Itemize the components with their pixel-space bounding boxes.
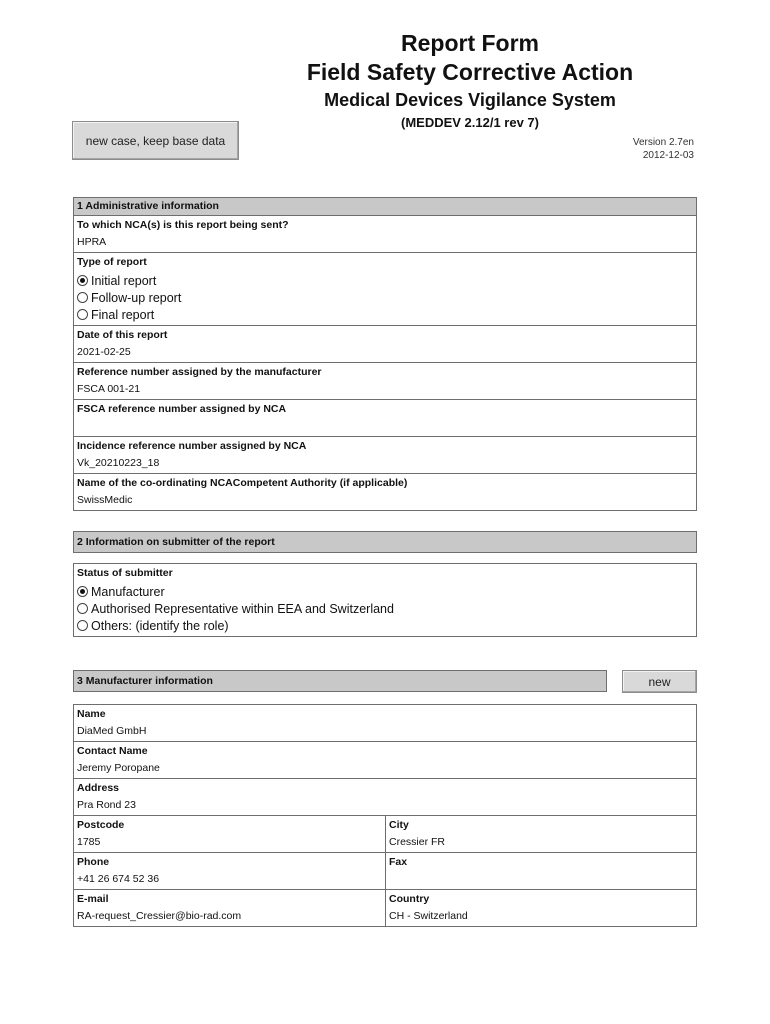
version-label: Version 2.7en: [632, 137, 694, 148]
submitter-status-label: Status of submitter: [77, 567, 173, 579]
form-title: Report Form: [401, 30, 539, 56]
radio-checked-icon[interactable]: [77, 275, 88, 286]
email-field: [74, 890, 386, 926]
nca-label: To which NCA(s) is this report being sent?: [77, 219, 289, 231]
city-label: City: [389, 819, 409, 831]
radio-follow-up-report[interactable]: [77, 289, 693, 306]
coordinating-nca-field: [74, 473, 696, 510]
incidence-ref-input[interactable]: Vk_20210223_18: [77, 457, 160, 469]
coordinating-nca-input[interactable]: SwissMedic: [77, 494, 133, 506]
manufacturer-ref-label: Reference number assigned by the manufacturer: [77, 366, 322, 378]
radio-unchecked-icon[interactable]: [77, 620, 88, 631]
email-label: E-mail: [77, 893, 109, 905]
manufacturer-ref-field: [74, 362, 696, 399]
fax-input[interactable]: [389, 870, 693, 887]
postcode-label: Postcode: [77, 819, 125, 831]
address-field: [74, 778, 696, 815]
section-1-box: [73, 215, 697, 511]
radio-label: Follow-up report: [91, 290, 182, 305]
radio-checked-icon[interactable]: [77, 586, 88, 597]
radio-label: Others: (identify the role): [91, 618, 229, 633]
postcode-field: [74, 816, 386, 852]
fax-label: Fax: [389, 856, 408, 868]
contact-name-input[interactable]: Jeremy Poropane: [77, 762, 160, 774]
contact-name-label: Contact Name: [77, 745, 148, 757]
city-input[interactable]: Cressier FR: [389, 836, 446, 848]
country-field: [386, 890, 696, 926]
radio-authorised-representative[interactable]: [77, 600, 693, 617]
email-input[interactable]: RA-request_Cressier@bio-rad.com: [77, 910, 242, 922]
phone-field: [74, 853, 386, 889]
report-type-field: [74, 252, 696, 325]
incidence-ref-field: [74, 436, 696, 473]
radio-unchecked-icon[interactable]: [77, 292, 88, 303]
version-info: [633, 136, 694, 162]
version-date: 2012-12-03: [642, 150, 694, 161]
email-country-row: [74, 889, 696, 926]
city-field: [386, 816, 696, 852]
section-2-box: [73, 563, 697, 637]
section-1-header: 1 Administrative information: [73, 197, 697, 216]
address-input[interactable]: Pra Rond 23: [77, 799, 136, 811]
report-type-label: Type of report: [77, 256, 147, 268]
radio-initial-report[interactable]: [77, 272, 693, 289]
section-3-box: [73, 704, 697, 927]
radio-label: Manufacturer: [91, 584, 165, 599]
country-input[interactable]: CH - Switzerland: [389, 910, 468, 922]
radio-final-report[interactable]: [77, 306, 693, 323]
manufacturer-ref-input[interactable]: FSCA 001-21: [77, 383, 141, 395]
form-subtitle: Field Safety Corrective Action: [306, 59, 634, 85]
phone-input[interactable]: +41 26 674 52 36: [77, 873, 160, 885]
radio-label: Initial report: [91, 273, 157, 288]
manufacturer-name-label: Name: [77, 708, 106, 720]
coordinating-nca-label: Name of the co-ordinating NCACompetent Authority (if applicable): [77, 477, 408, 489]
country-label: Country: [389, 893, 430, 905]
radio-manufacturer[interactable]: [77, 583, 693, 600]
section-3-header: 3 Manufacturer information: [73, 670, 607, 692]
postcode-city-row: [74, 815, 696, 852]
nca-input[interactable]: HPRA: [77, 236, 107, 248]
new-manufacturer-button[interactable]: new: [622, 670, 697, 693]
radio-unchecked-icon[interactable]: [77, 603, 88, 614]
fsca-ref-field: [74, 399, 696, 436]
radio-unchecked-icon[interactable]: [77, 309, 88, 320]
report-date-label: Date of this report: [77, 329, 168, 341]
nca-field: [74, 215, 696, 252]
phone-fax-row: [74, 852, 696, 889]
fax-field: [386, 853, 696, 889]
new-case-keep-base-data-button[interactable]: new case, keep base data: [72, 121, 239, 160]
report-date-field: [74, 325, 696, 362]
report-date-input[interactable]: 2021-02-25: [77, 346, 131, 358]
radio-label: Authorised Representative within EEA and Switzerland: [91, 601, 394, 616]
fsca-ref-input[interactable]: [77, 417, 693, 434]
meddev-reference: (MEDDEV 2.12/1 rev 7): [400, 115, 539, 130]
manufacturer-name-input[interactable]: DiaMed GmbH: [77, 725, 147, 737]
address-label: Address: [77, 782, 120, 794]
incidence-ref-label: Incidence reference number assigned by NCA: [77, 440, 307, 452]
manufacturer-name-field: [74, 704, 696, 741]
postcode-input[interactable]: 1785: [77, 836, 101, 848]
contact-name-field: [74, 741, 696, 778]
submitter-status-field: [74, 563, 696, 636]
radio-label: Final report: [91, 307, 155, 322]
system-title: Medical Devices Vigilance System: [324, 90, 616, 110]
fsca-ref-label: FSCA reference number assigned by NCA: [77, 403, 287, 415]
section-2-header: 2 Information on submitter of the report: [73, 531, 697, 553]
phone-label: Phone: [77, 856, 110, 868]
radio-others[interactable]: [77, 617, 693, 634]
